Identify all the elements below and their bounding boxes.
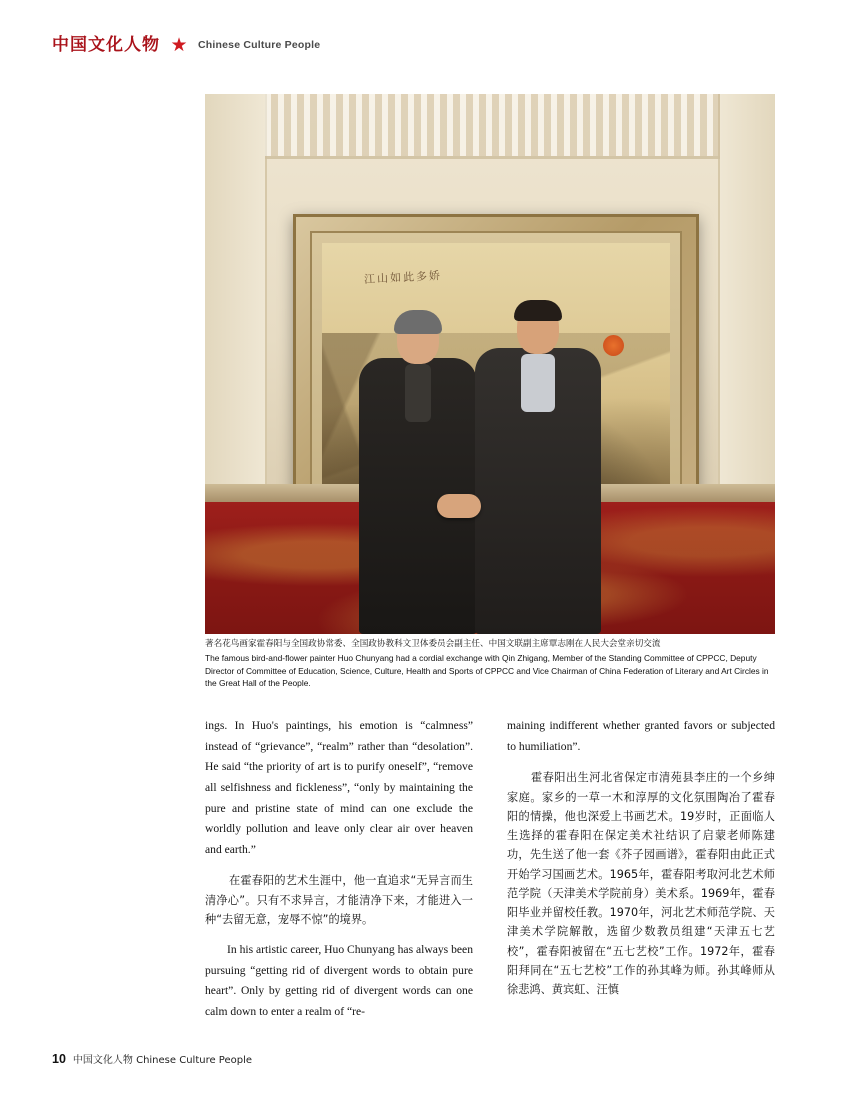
person-qin-zhigang bbox=[470, 304, 605, 634]
paragraph-en: maining indifferent whether granted favors or subjected to humiliation”. bbox=[507, 719, 775, 753]
body-column-left bbox=[205, 716, 473, 1034]
photo-scene bbox=[205, 94, 775, 634]
handshake bbox=[437, 494, 481, 518]
person-left-hair bbox=[394, 310, 442, 334]
masthead-cn-title: 中国文化人物 bbox=[52, 34, 160, 55]
paragraph-en: In his artistic career, Huo Chunyang has always been pursuing “getting rid of divergent words to obtain pure heart”. Only by getting rid of divergent words can one calm down to enter a realm of “re- bbox=[205, 943, 473, 1019]
person-right-sweater bbox=[521, 354, 555, 412]
photo-caption bbox=[205, 638, 775, 689]
ceiling-relief bbox=[265, 94, 720, 159]
page-footer bbox=[52, 1051, 252, 1066]
person-right-hair bbox=[514, 300, 562, 321]
body-column-right bbox=[507, 716, 775, 1010]
paragraph-cn: 霍春阳出生河北省保定市清苑县李庄的一个乡绅家庭。家乡的一草一木和淳厚的文化氛围陶冶了霍春阳的情操，他也深爱上书画艺术。19岁时，正面临人生选择的霍春阳在保定美术社结识了启蒙老师陈建功，先生送了他一套《芥子园画谱》，霍春阳由此正式开始学习国画艺术。1965年，霍春阳考取河北艺术师范学院（天津美术学院前身）美术系。1969年，霍春阳毕业并留校任教。1970年，河北艺术师范学院、天津美术学院解散，选留少数教员组建“天津五七艺校”，霍春阳被留在“五七艺校”工作。1972年，霍春阳拜同在“五七艺校”工作的孙其峰为师。孙其峰师从徐悲鸿、黄宾虹、汪慎 bbox=[507, 771, 775, 997]
person-left-shirt bbox=[405, 364, 431, 422]
painting-inscription: 江山如此多娇 bbox=[363, 268, 443, 287]
article-photo bbox=[205, 94, 775, 634]
photo-caption-cn: 著名花鸟画家霍春阳与全国政协常委、全国政协教科文卫体委员会副主任、中国文联副主席覃志刚在人民大会堂亲切交流 bbox=[205, 639, 661, 649]
page-number: 10 bbox=[52, 1052, 66, 1066]
paragraph-cn: 在霍春阳的艺术生涯中，他一直追求“无异言而生清净心”。只有不求异言，才能清净下来，才能进入一种“去留无意，宠辱不惊”的境界。 bbox=[205, 874, 473, 926]
paragraph-en: ings. In Huo's paintings, his emotion is “calmness” instead of “grievance”, “realm” rather than “desolation”. He said “the priority of art is to purify oneself”, “remove all selfishness and fickleness”, “only by maintaining the pure and pristine state of mind can one exclude the worldly pollution and leave only clear air over heaven and earth.” bbox=[205, 719, 473, 856]
painting-sun bbox=[603, 335, 624, 356]
star-icon: ★ bbox=[170, 35, 188, 56]
masthead-en-title: Chinese Culture People bbox=[198, 39, 321, 51]
person-huo-chunyang bbox=[355, 314, 480, 634]
photo-caption-en: The famous bird-and-flower painter Huo Chunyang had a cordial exchange with Qin Zhigang, Member of the Standing Committee of CPPCC, Deputy Director of Committee of Education, Science, Culture, Health and Sports of CPPCC and Vice Chairman of China Federation of Literary and Art Circles in the Great Hall of the People. bbox=[205, 653, 769, 688]
footer-publication-name: 中国文化人物 Chinese Culture People bbox=[72, 1055, 253, 1066]
masthead bbox=[52, 36, 320, 54]
